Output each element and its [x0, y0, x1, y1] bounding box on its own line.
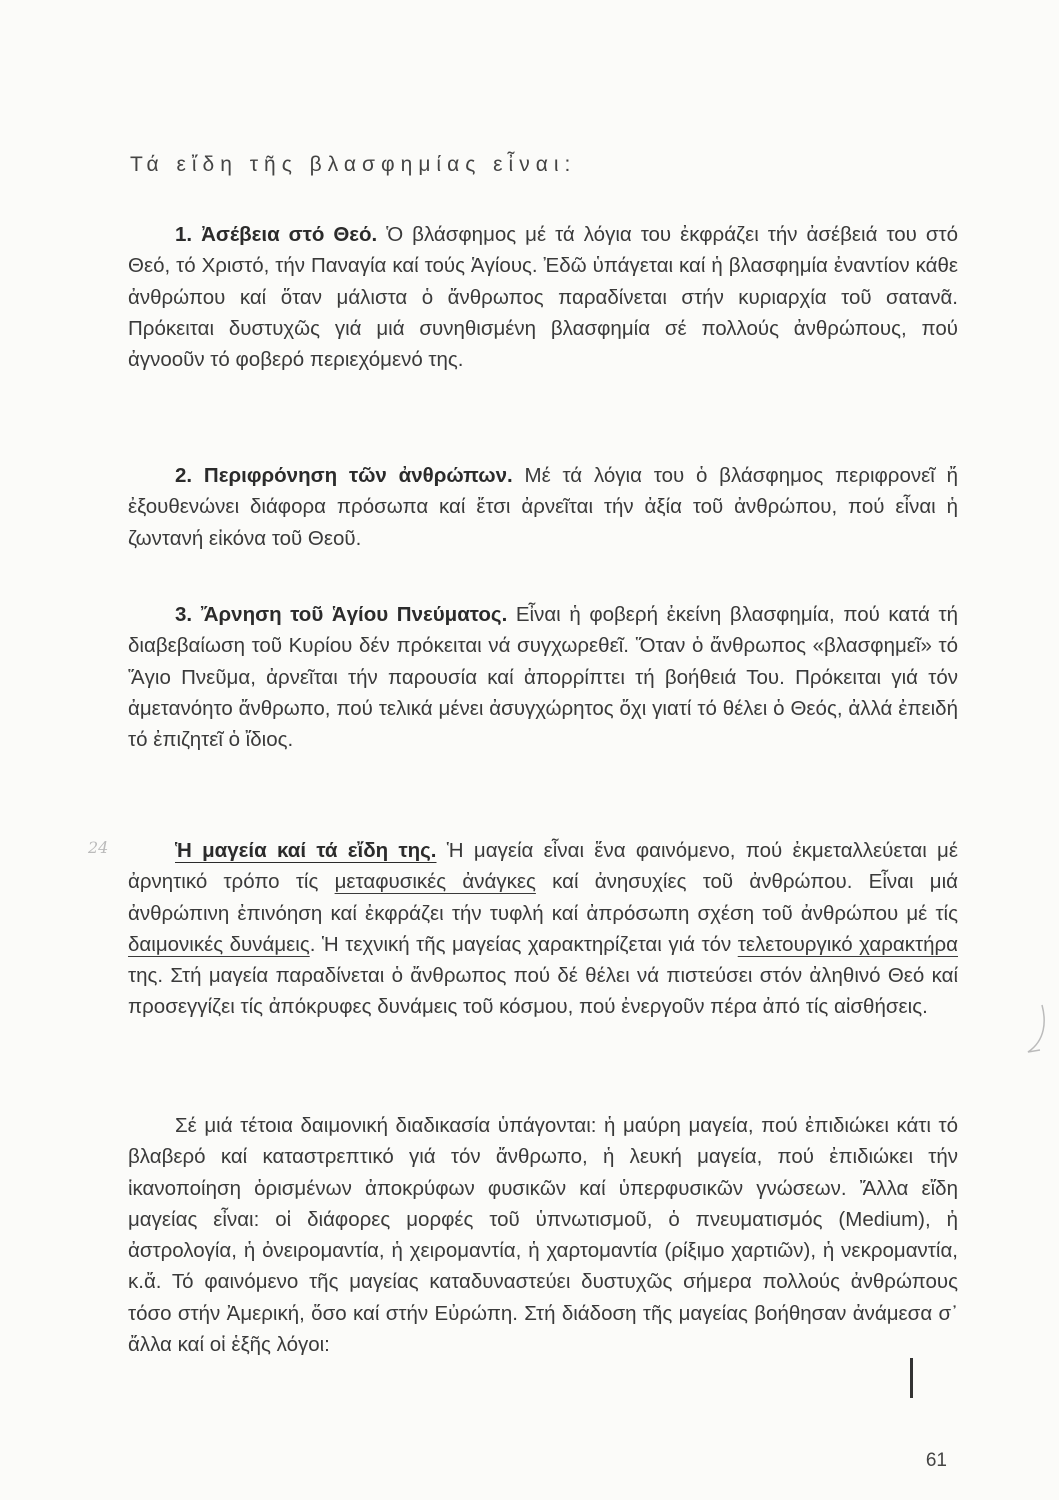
paragraph-section-3	[128, 599, 958, 755]
section-1-title: Ἀσέβεια στό Θεό.	[201, 223, 378, 246]
underlined-phrase-3: τελετουργικό χαρακτήρα	[737, 932, 958, 956]
margin-note: 24	[88, 838, 109, 857]
paragraph-magic	[128, 835, 958, 1023]
page-heading: Τά εἴδη τῆς βλασφημίας εἶναι:	[130, 153, 577, 176]
page-number: 61	[925, 1450, 947, 1471]
section-4-text-c: . Ἡ τεχνική τῆς μαγείας χαρακτηρίζεται γιά τόν	[309, 932, 738, 956]
section-1-number: 1.	[175, 223, 202, 246]
paragraph-section-2	[128, 460, 958, 554]
section-4-text-d: της. Στή μαγεία παραδίνεται ὁ ἄνθρωπος πού δέ θέλει νά πιστεύσει στόν ἀληθινό Θεό καί προσεγγίζει τίς ἀπόκρυφες δυνάμεις τοῦ κόσμου, πού ἐνεργοῦν πέρα ἀπό τίς αἰσθήσεις.	[128, 964, 958, 1019]
section-2-text: Μέ τά λόγια του ὁ βλάσφημος περιφρονεῖ ἤ ἐξουθενώνει διάφορα πρόσωπα καί ἔτσι ἀρνεῖται τήν ἀξία τοῦ ἀνθρώπου, πού εἶναι ἡ ζωντανή εἰκόνα τοῦ Θεοῦ.	[128, 464, 959, 550]
paragraph-magic-types: Σέ μιά τέτοια δαιμονική διαδικασία ὑπάγονται: ἡ μαύρη μαγεία, πού ἐπιδιώκει κάτι τό βλαβερό καί καταστρεπτικό γιά τόν ἄνθρωπο, ἡ λευκή μαγεία, πού ἐπιδιώκει τήν ἱκανοποίηση ὁρισμένων ἀποκρύφων φυσικῶν καί ὑπερφυσικῶν γνώσεων. Ἄλλα εἴδη μαγείας εἶναι: οἱ διάφορες μορφές τοῦ ὑπνωτισμοῦ, ὁ πνευματισμός (Medium), ἡ ἀστρολογία, ἡ ὀνειρομαντία, ἡ χειρομαντία, ἡ χαρτομαντία (ρίξιμο χαρτιῶν), ἡ νεκρομαντία, κ.ἄ. Τό φαινόμενο τῆς μαγείας καταδυναστεύει δυστυχῶς σήμερα πολλούς ἀνθρώπους τόσο στήν Ἀμερική, ὅσο καί στήν Εὐρώπη. Στή διάδοση τῆς μαγείας βοήθησαν ἀνάμεσα σ᾽ ἄλλα καί οἱ ἑξῆς λόγοι:	[128, 1114, 958, 1357]
section-2-number: 2.	[175, 464, 204, 487]
underlined-phrase-1: μεταφυσικές ἀνάγκες	[334, 870, 536, 894]
section-2-title: Περιφρόνηση τῶν ἀνθρώπων.	[203, 464, 513, 487]
section-4-text-b: καί ἀνησυχίες τοῦ ἀνθρώπου. Εἶναι μιά ἀνθρώπινη ἐπινόηση καί ἐκφράζει τήν τυφλή καί ἀπρόσωπη σχέση τοῦ ἀνθρώπου μέ τίς	[128, 870, 958, 925]
section-4-text-a: Ἡ μαγεία εἶναι ἕνα φαινόμενο, πού ἐκμεταλλεύεται μέ ἀρνητικό τρόπο τίς	[128, 839, 958, 894]
section-3-number: 3.	[175, 603, 201, 626]
section-3-text: Εἶναι ἡ φοβερή ἐκείνη βλασφημία, πού κατά τή διαβεβαίωση τοῦ Κυρίου δέν πρόκειται νά συγχωρεθεῖ. Ὅταν ὁ ἄνθρωπος «βλασφημεῖ» τό Ἅγιο Πνεῦμα, ἀρνεῖται τήν παρουσία καί ἀπορρίπτει τή βοήθειά Του. Πρόκειται γιά τόν ἀμετανόητο ἄνθρωπο, πού τελικά μένει ἀσυγχώρητος ὄχι γιατί τό θέλει ὁ Θεός, ἀλλά ἐπειδή τό ἐπιζητεῖ ὁ ἴδιος.	[128, 603, 958, 752]
section-4-title: Ἡ μαγεία καί τά εἴδη της.	[175, 839, 437, 862]
pencil-bar-mark	[910, 1358, 913, 1398]
underlined-phrase-2: δαιμονικές δυνάμεις	[128, 932, 310, 956]
section-3-title: Ἄρνηση τοῦ Ἁγίου Πνεύματος.	[200, 603, 508, 626]
pencil-mark	[1020, 1000, 1050, 1060]
section-1-text: Ὁ βλάσφημος μέ τά λόγια του ἐκφράζει τήν ἀσέβειά του στό Θεό, τό Χριστό, τήν Παναγία καί τούς Ἁγίους. Ἐδῶ ὑπάγεται καί ἡ βλασφημία ἐναντίον κάθε ἀνθρώπου καί ὅταν μάλιστα ὁ ἄνθρωπος παραδίνεται στήν κυριαρχία τοῦ σατανᾶ. Πρόκειται δυστυχῶς γιά μιά συνηθισμένη βλασφημία σέ πολλούς ἀνθρώπους, πού ἀγνοοῦν τό φοβερό περιεχόμενό της.	[128, 223, 958, 372]
paragraph-section-1	[128, 219, 958, 375]
